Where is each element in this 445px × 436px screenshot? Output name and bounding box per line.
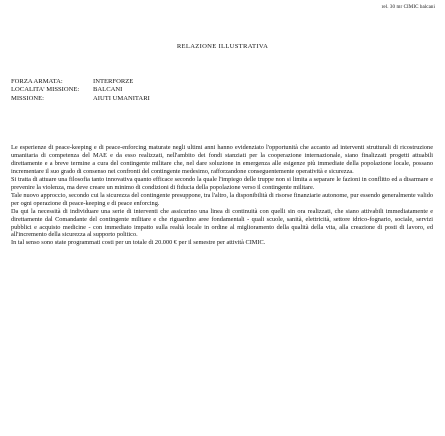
meta-value: BALCANI <box>93 86 123 94</box>
paragraph: Si tratta di attuare una filosofia tanto innovativa quanto efficace secondo la quale l'impiego delle truppe non si limita a separare le fazioni in conflitto ed a disarmare e prevenire la violenza, ma deve creare un minimo di condizioni di fiducia della popolazione verso il contingente militare. <box>11 175 433 191</box>
body-text <box>11 144 433 247</box>
paragraph: In tal senso sono state programmati costi per un totale di 20.000 € per il semestre per attività CIMIC. <box>11 239 266 247</box>
meta-label: FORZA ARMATA: <box>11 78 63 85</box>
paragraph: Le esperienze di peace-keeping e di peace-enforcing maturate negli ultimi anni hanno evidenziato l'opportunità che accanto ad interventi strutturali di ricostruzione umanitaria di competenza del MAE e da esso realizzati, nell'ambito dei fondi stanziati per la cooperazione internazionale, siano finalizzati progetti attuabili direttamente e a breve termine a cura del contingente militare che, nel dare soluzione in emergenza alle esigenze più immediate della popolazione locale, possano incrementare il suo grado di consenso nei confronti del contingente medesimo, rafforzandone conseguentemente operatività e sicurezza. <box>11 144 433 175</box>
meta-row-missione <box>11 95 223 103</box>
paragraph: Da qui la necessità di individuare una serie di interventi che assicurino una linea di continuità con quelli sin ora realizzati, che siano attivabili immediatamente e direttamente dal Comandante del contingente militare e che riguardino aree fondamentali - quali scuole, sanità, elettricità, settore idrico-fognario, sociale, servizi pubblici e acquisto medicine - con immediato impatto sulla realtà locale in ordine al miglioramento della qualità della vita, alla creazione di posti di lavoro, ed all'incremento della sicurezza al supporto politico. <box>11 207 433 239</box>
mission-info <box>11 78 223 103</box>
meta-row-localita <box>11 86 223 94</box>
header-note: rel. 30 mr CIMIC balcani <box>381 5 435 10</box>
document-title: RELAZIONE ILLUSTRATIVA <box>176 43 269 50</box>
meta-row-forza-armata <box>11 78 223 86</box>
paragraph: Tale nuovo approccio, secondo cui la sicurezza del contingente presuppone, tra l'altro, la disponibilità di risorse finanziarie autonome, pur essendo generalmente valido per ogni operazione di peace-keeping e di peace enforcing. <box>11 191 433 207</box>
meta-value: AIUTI UMANITARI <box>93 94 150 102</box>
meta-value: INTERFORZE <box>93 78 134 85</box>
meta-label: LOCALITA' MISSIONE: <box>11 86 80 94</box>
meta-label: MISSIONE: <box>11 94 44 102</box>
